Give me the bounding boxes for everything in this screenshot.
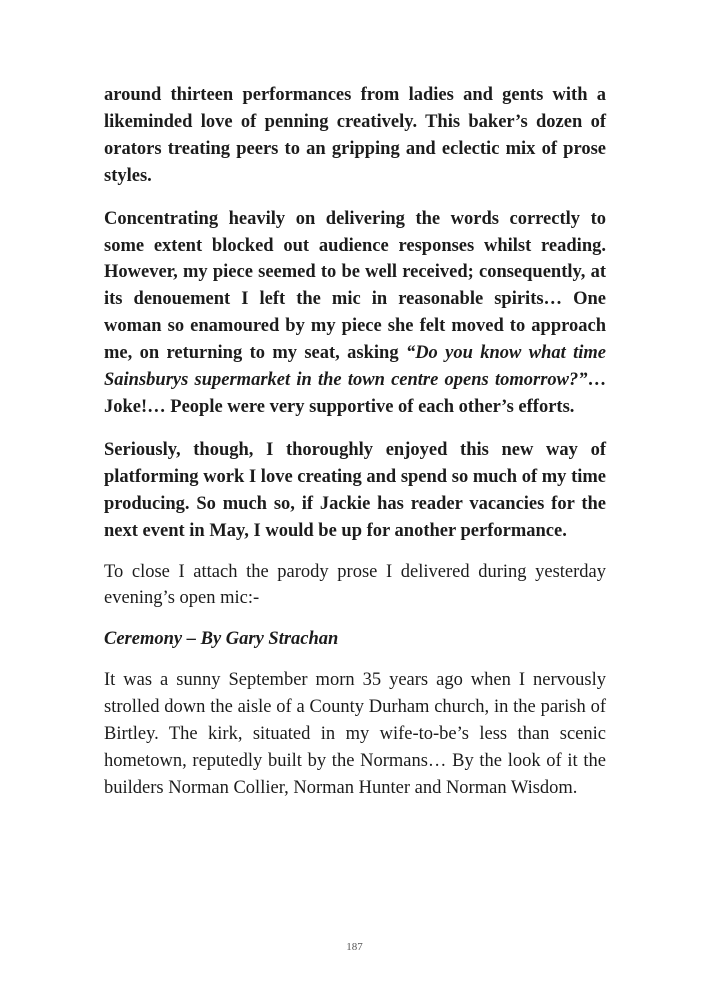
paragraph-1: around thirteen performances from ladies and gents with a likeminded love of penning creatively. This baker’s dozen of orators treating peers to an gripping and eclectic mix of prose styles.: [104, 85, 606, 186]
page-number: 187: [346, 941, 363, 953]
page-body: [104, 82, 606, 802]
section-heading: Ceremony – By Gary Strachan: [104, 629, 339, 650]
paragraph-2-text-end: … Joke!… People were very supportive of each other’s efforts.: [104, 370, 606, 417]
paragraph-2-text-start: Concentrating heavily on delivering the words correctly to some extent blocked out audience responses whilst reading. However, my piece seemed to be well received; consequently, at its denouement I left the mic in reasonable spirits… One woman so enamoured by my piece she felt moved to approach me, on returning to my seat, asking: [104, 208, 606, 364]
paragraph-3: Seriously, though, I thoroughly enjoyed this new way of platforming work I love creating and spend so much of my time producing. So much so, if Jackie has reader vacancies for the next event in May, I would be up for another performance.: [104, 439, 606, 541]
paragraph-2: [104, 206, 606, 421]
paragraph-2-quote: “Do you know what time Sainsburys supermarket in the town centre opens tomorrow?”: [104, 343, 607, 391]
paragraph-5: It was a sunny September morn 35 years ago when I nervously strolled down the aisle of a County Durham church, in the parish of Birtley. The kirk, situated in my wife-to-be’s less than scenic hometown, reputedly built by the Normans… By the look of it the builders Norman Collier, Norman Hunter and Norman Wisdom.: [104, 670, 606, 798]
paragraph-4: To close I attach the parody prose I delivered during yesterday evening’s open mic:-: [104, 561, 606, 609]
